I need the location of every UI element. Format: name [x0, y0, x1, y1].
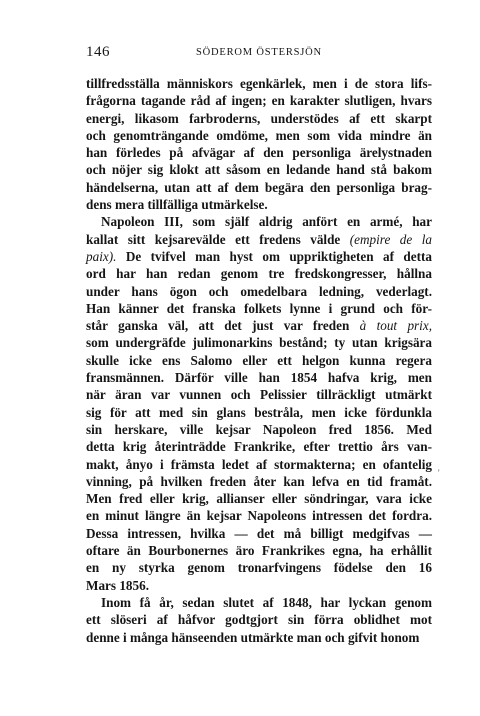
running-head: SÖDEROM ÖSTERSJÖN [196, 47, 322, 58]
page-number: 146 [86, 44, 110, 60]
text-line: paix). De tvifvel man hyst om uppriktigheten af detta [86, 248, 432, 264]
text-line: en minut längre än kejsar Napoleons intressen det fordra. [86, 508, 432, 524]
text-line: och genomträngande omdöme, men som vida mindre än [86, 127, 432, 143]
text-line: oftare än Bourbonernes äro Frankrikes egna, ha erhållit [86, 543, 432, 559]
text-line: och nöjer sig klokt att såsom en ledande hand stå bakom [86, 162, 432, 178]
text-line: ord har han redan genom tre fredskongresser, hållna [86, 266, 432, 282]
text-line: en ny styrka genom tronarfvingens födelse den 16 [86, 560, 432, 576]
body-text [86, 75, 432, 646]
text-line: sin herskare, ville kejsar Napoleon fred 1856. Med [86, 421, 432, 437]
text-line: energi, likasom farbroderns, understödes af ett skarpt [86, 110, 432, 126]
book-page [86, 44, 432, 646]
text-line: under hans ögon och omedelbara ledning, vederlagt. [86, 283, 432, 299]
text-line: när äran var vunnen och Pelissier tillräckligt utmärkt [86, 387, 432, 403]
text-line: vinning, på hvilken freden åter kan lefva en tid framåt. [86, 473, 432, 489]
text-line: makt, ånyo i främsta ledet af stormakterna; en ofantelig [86, 456, 432, 472]
text-line: ett slöseri af håfvor godtgjort sin förra oblidhet mot [86, 612, 432, 628]
text-line: som undergräfde julimonarkins bestånd; ty utan krigsära [86, 335, 432, 351]
text-line: Han känner det franska folkets lynne i grund och för- [86, 300, 432, 316]
text-line: denne i många hänseenden utmärkte man och gifvit honom [86, 629, 420, 645]
text-line: Inom få år, sedan slutet af 1848, har lyckan genom [101, 594, 432, 610]
text-line: detta krig återinträdde Frankrike, efter trettio års van- [86, 439, 432, 455]
text-line: Men fred eller krig, allianser eller söndringar, vara icke [86, 491, 432, 507]
text-line: fransmännen. Därför ville han 1854 hafva krig, men [86, 370, 432, 386]
text-line: Dessa intressen, hvilka — det må billigt medgifvas — [86, 525, 432, 541]
page-header [86, 44, 432, 66]
margin-mark: ' [438, 468, 440, 478]
text-line: står ganska väl, att det just var freden à tout prix, [86, 318, 432, 334]
text-line: händelserna, utan att af dem begära den personliga brag- [86, 179, 432, 195]
text-line: Napoleon III, som själf aldrig anfört en armé, har [101, 214, 432, 230]
text-line: sig för att med sin glans bestråla, men icke fördunkla [86, 404, 432, 420]
text-line: skulle icke ens Salomo eller ett helgon kunna regera [86, 352, 432, 368]
text-line: kallat sitt kejsarevälde ett fredens välde (empire de la [86, 231, 432, 247]
text-line: frågorna tagande råd af ingen; en karakter slutligen, hvars [86, 93, 432, 109]
text-line: dens mera tillfälliga utmärkelse. [86, 197, 268, 213]
text-line: tillfredsställa människors egenkärlek, men i de stora lifs- [86, 76, 432, 91]
text-line: Mars 1856. [86, 577, 149, 593]
text-line: han förledes på afvägar af den personliga ärelystnaden [86, 145, 432, 161]
